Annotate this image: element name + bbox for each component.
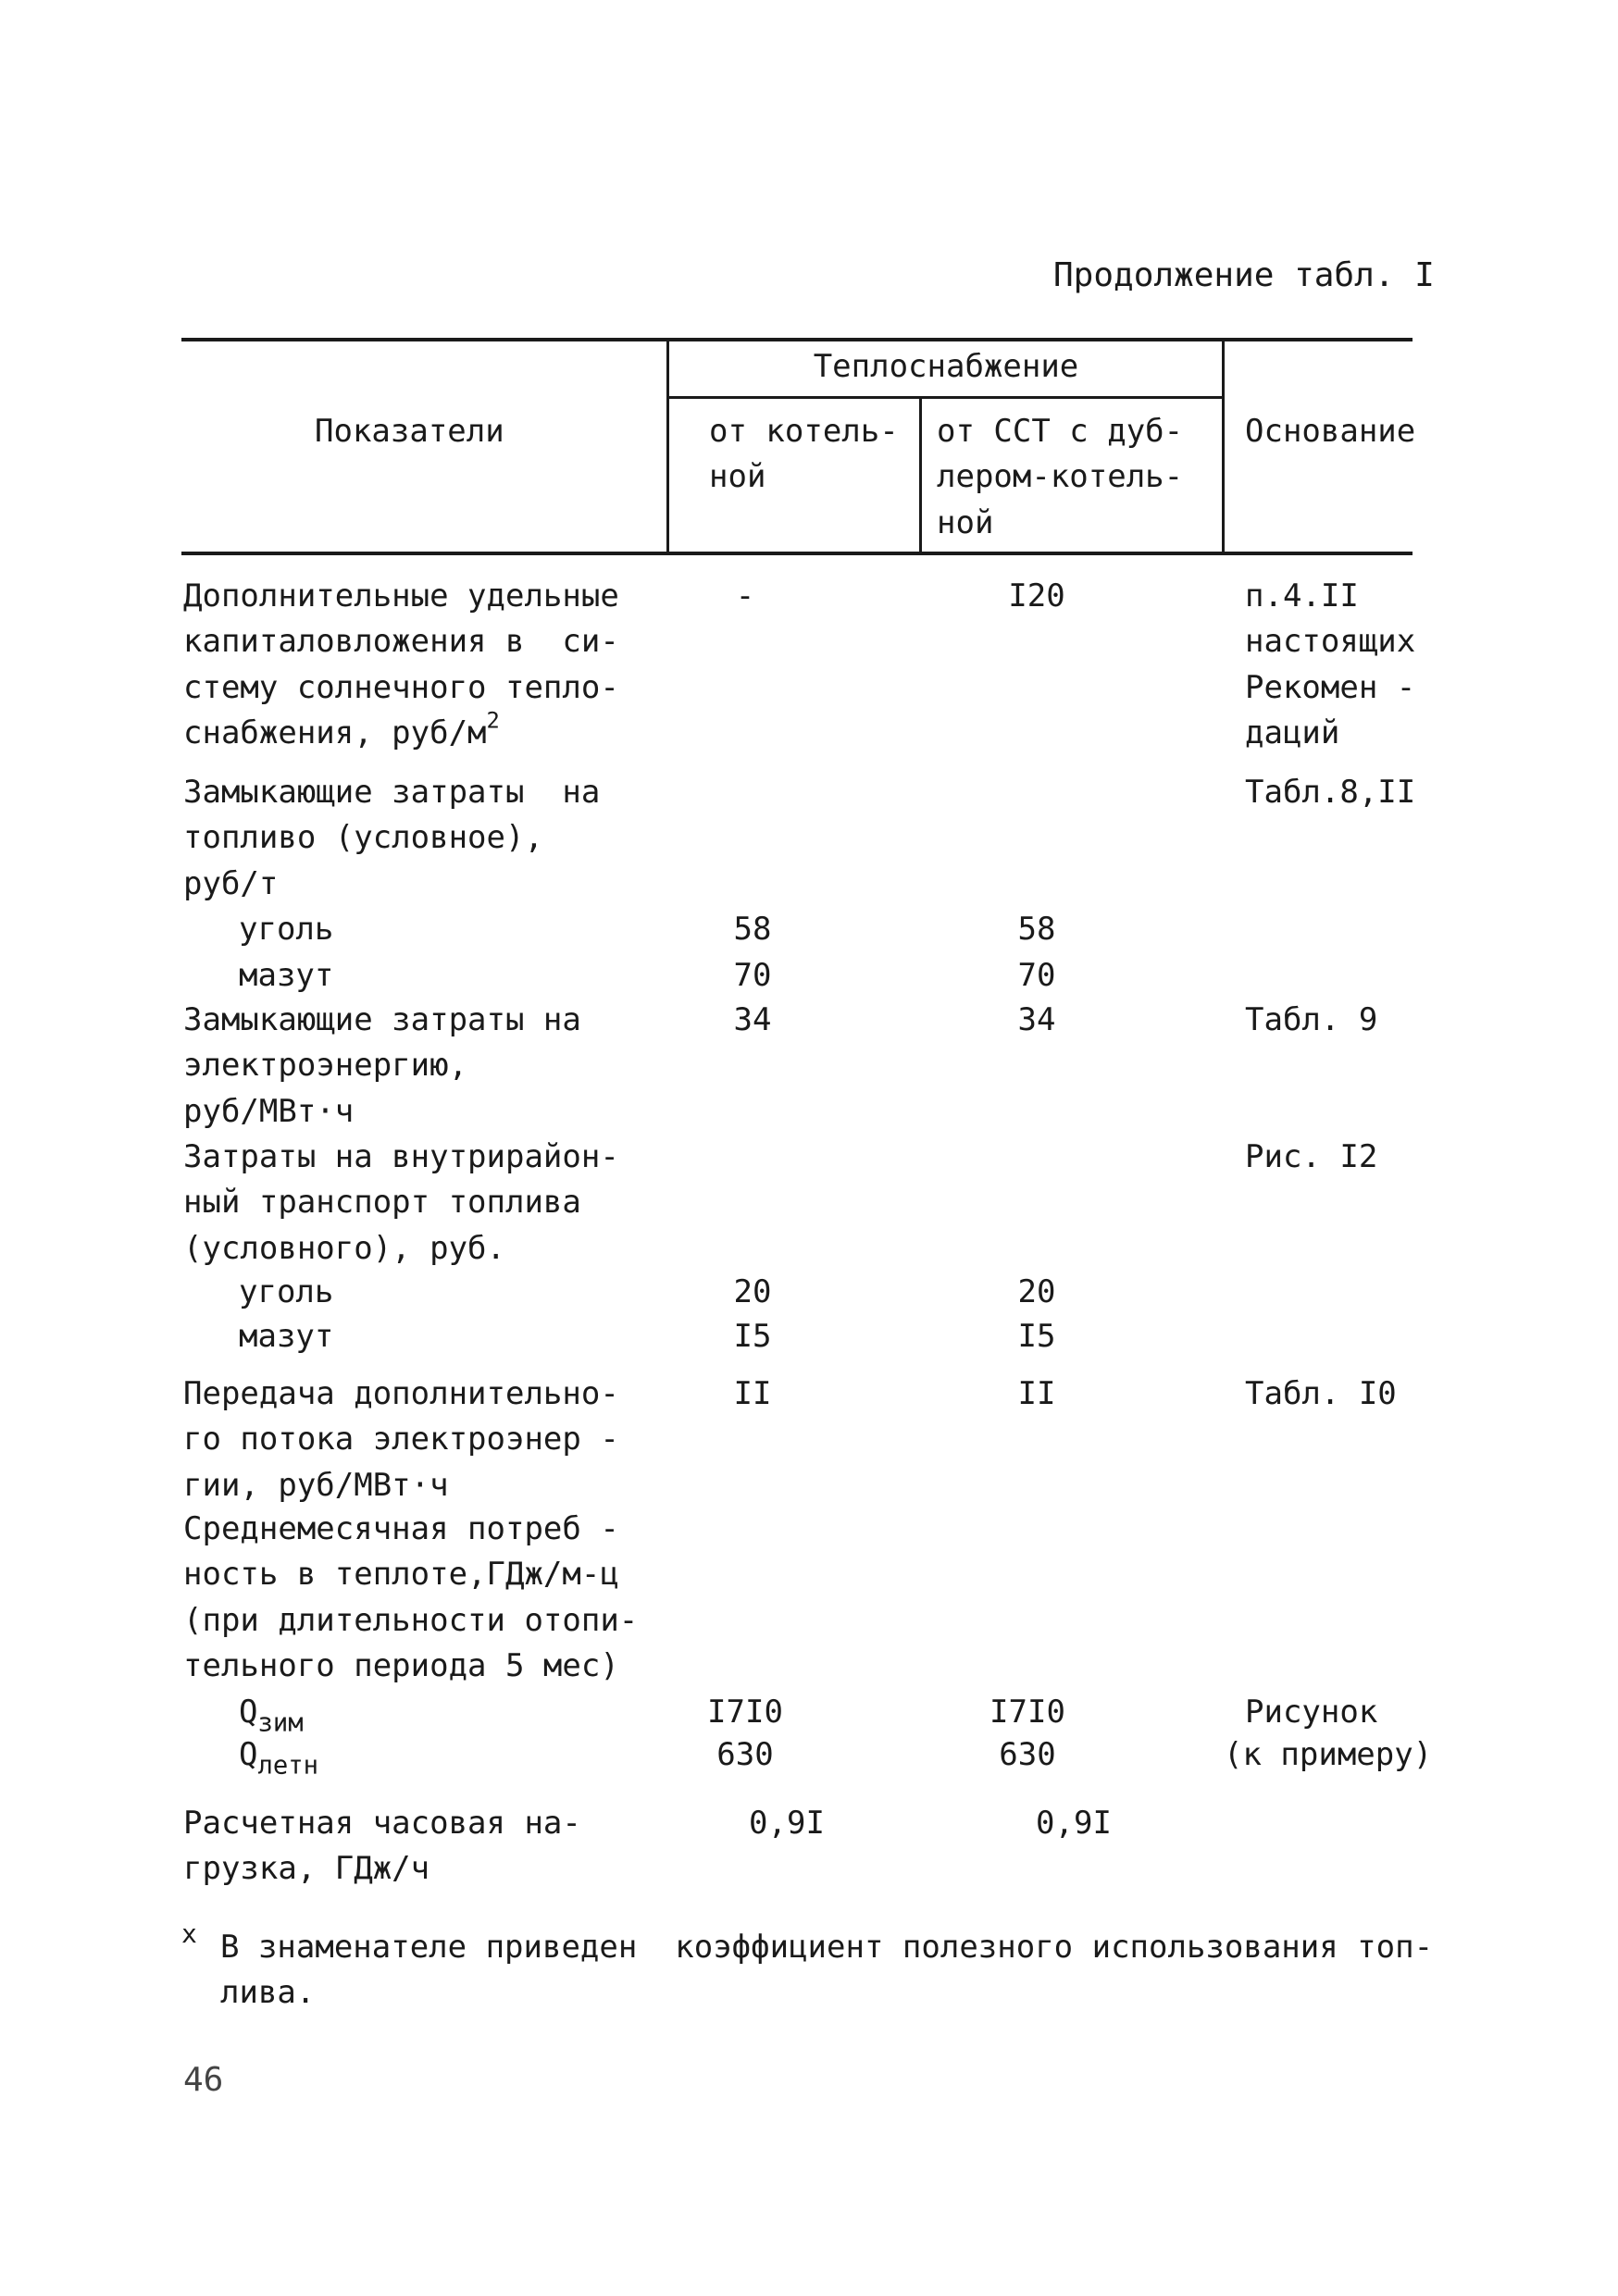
head-divider-middle [919,396,922,555]
row6a-sst-value: I7I0 [989,1694,1065,1731]
row3-basis: Табл. 9 [1245,1001,1378,1038]
head-indicators: Показатели [315,413,504,450]
row1-basis: п.4.II настоящих Рекомен - даций [1245,577,1416,751]
row5-sst-value: II [1017,1375,1056,1412]
row5-basis: Табл. I0 [1245,1375,1397,1412]
row4b-boiler-value: I5 [733,1318,772,1355]
footnote-mark: x [181,1918,197,1949]
row-label-electricity-costs: Замыкающие затраты на электроэнергию, руб/МВт·ч [183,1001,581,1130]
row4a-sst-value: 20 [1017,1273,1056,1310]
row4b-sst-value: I5 [1017,1318,1056,1355]
row-label-coal: уголь [239,1273,334,1310]
row-label-fuel-oil: мазут [239,957,334,994]
row3-sst-value: 34 [1017,1001,1056,1038]
row6a-boiler-value: I7I0 [707,1694,783,1731]
row-label-fuel-oil: мазут [239,1318,334,1355]
row2a-boiler-value: 58 [733,911,772,948]
row-label-q-winter: $Q_{зим}$ [239,1694,304,1738]
row2b-boiler-value: 70 [733,957,772,994]
head-heat-supply: Теплоснабжение [813,348,1079,385]
row7-sst-value: 0,9I [1036,1805,1112,1842]
row7-boiler-value: 0,9I [749,1805,825,1842]
row-label-power-transfer: Передача дополнительно- го потока электроэнер - гии, руб/МВт·ч [183,1375,619,1504]
row2b-sst-value: 70 [1017,957,1056,994]
row6b-boiler-value: 630 [716,1736,774,1773]
heat-supply-underline [668,396,1224,399]
continued-caption: Продолжение табл. I [1053,256,1435,294]
row-label-hourly-load: Расчетная часовая на- грузка, ГДж/ч [183,1805,581,1888]
head-from-sst: от ССТ с дуб- лером-котель- ной [937,413,1184,541]
table-top-rule [181,338,1413,341]
row6b-basis: (к примеру) [1224,1736,1433,1773]
row-label-q-summer: $Q_{летн}$ [239,1736,318,1781]
row6a-basis: Рисунок [1245,1694,1378,1731]
row2a-sst-value: 58 [1017,911,1056,948]
row4-basis: Рис. I2 [1245,1138,1378,1175]
page-number: 46 [183,2061,224,2099]
row-label-capital-investments: Дополнительные удельные капиталовложения в си- стему солнечного тепло- снабжения, руб/$м^2$ [183,577,619,751]
table-head-bottom-rule [181,552,1413,555]
row-label-heat-demand: Среднемесячная потреб - ность в теплоте,ГДж/м-ц (при длительности отопи- тельного периода 5 мес) [183,1510,639,1684]
row2-basis: Табл.8,II [1245,774,1416,811]
row-label-fuel-costs: Замыкающие затраты на топливо (условное), руб/т [183,774,601,902]
head-basis: Основание [1245,413,1416,450]
row6b-sst-value: 630 [999,1736,1056,1773]
footnote-text: В знаменателе приведен коэффициент полезного использования топ- лива. [220,1929,1434,2012]
row5-boiler-value: II [733,1375,772,1412]
row-label-coal: уголь [239,911,334,948]
row4a-boiler-value: 20 [733,1273,772,1310]
row1-boiler-value: - [735,577,755,614]
row1-sst-value: I20 [1008,577,1065,614]
row3-boiler-value: 34 [733,1001,772,1038]
head-from-boiler: от котель- ной [709,413,899,496]
row-label-fuel-transport: Затраты на внутрирайон- ный транспорт топлива (условного), руб. [183,1138,619,1267]
